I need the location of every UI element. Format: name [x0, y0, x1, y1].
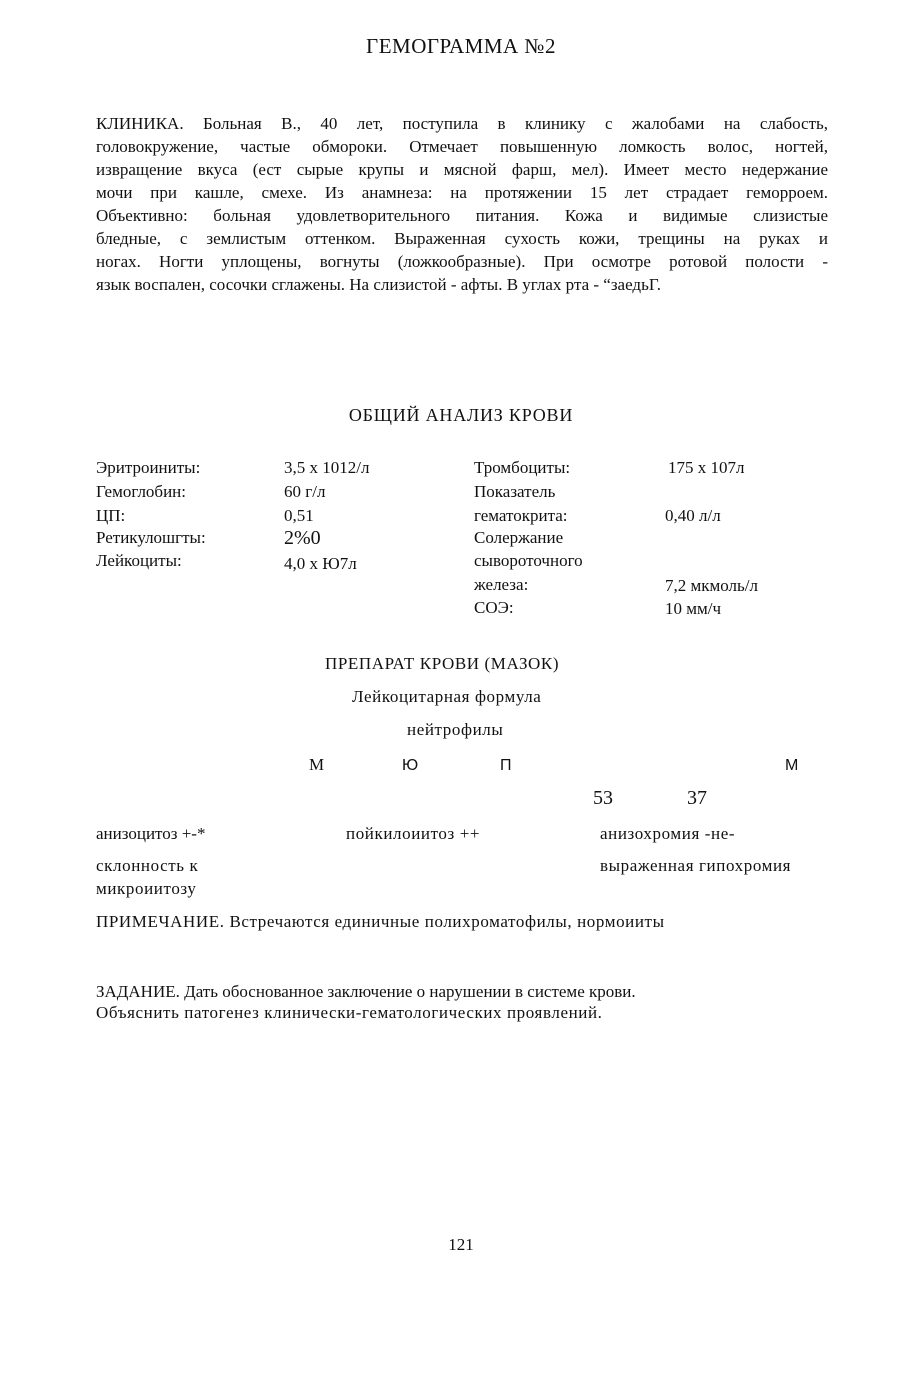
- clinic-line: извращение вкуса (ест сырые крупы и мясной фарш, мел). Имеет место недержание: [96, 160, 828, 179]
- hematocrit-label: Показатель: [474, 482, 556, 501]
- formula-value: 37: [687, 787, 707, 809]
- blood-test-heading: ОБЩИЙ АНАЛИЗ КРОВИ: [348, 405, 574, 425]
- serum-iron-label: сывороточного: [474, 551, 583, 570]
- serum-iron-label: железа:: [474, 575, 529, 594]
- page-title: ГЕМОГРАММА №2: [366, 34, 556, 58]
- leukocyte-formula-heading: Лейкоцитарная формула: [352, 687, 542, 706]
- serum-iron-value: 7,2 мкмоль/л: [665, 576, 758, 595]
- erythrocytes-value: 3,5 х 1012/л: [284, 458, 370, 477]
- microcytosis-text: склонность к: [96, 856, 199, 875]
- clinic-line: головокружение, частые обмороки. Отмечает повышенную ломкость волос, ногтей,: [96, 137, 828, 156]
- hypochromia-text: выраженная гипохромия: [600, 856, 792, 875]
- reticulocytes-value: 2%0: [284, 527, 321, 549]
- formula-col-juvenile: Ю: [402, 757, 419, 774]
- formula-value: 53: [593, 787, 613, 809]
- clinic-line: бледные, с землистым оттенком. Выраженная сухость кожи, трещины на руках и: [96, 229, 828, 248]
- esr-label: СОЭ:: [474, 598, 514, 617]
- formula-col-monocytes: М: [785, 757, 799, 774]
- clinic-line: язык воспален, сосочки сглажены. На слизистой - афты. В углах рта - “заедьГ.: [96, 275, 661, 294]
- anisochromia-text: анизохромия -не-: [600, 824, 736, 843]
- neutrophils-heading: нейтрофилы: [407, 720, 504, 739]
- platelets-label: Тромбоциты:: [474, 458, 571, 477]
- leukocytes-label: Лейкоциты:: [96, 551, 182, 570]
- hemoglobin-value: 60 г/л: [284, 482, 326, 501]
- smear-heading: ПРЕПАРАТ КРОВИ (МАЗОК): [325, 654, 560, 673]
- clinic-line: мочи при кашле, смехе. Из анамнеза: на протяжении 15 лет страдает геморроем.: [96, 183, 828, 202]
- task-text: ЗАДАНИЕ. Дать обоснованное заключение о нарушении в системе крови.: [96, 982, 636, 1001]
- serum-iron-label: Солержание: [474, 528, 564, 547]
- poikilocytosis-text: пойкилоиитоз ++: [346, 824, 481, 843]
- hematocrit-value: 0,40 л/л: [665, 506, 721, 525]
- clinic-line: КЛИНИКА. Больная В., 40 лет, поступила в клинику с жалобами на слабость,: [96, 114, 828, 133]
- cp-value: 0,51: [284, 506, 314, 525]
- microcytosis-text: микроиитозу: [96, 879, 197, 898]
- task-text: Объяснить патогенез клинически-гематологических проявлений.: [96, 1003, 603, 1022]
- leukocytes-value: 4,0 х Ю7л: [284, 554, 357, 573]
- note-text: ПРИМЕЧАНИЕ. Встречаются единичные полихроматофилы, нормоииты: [96, 912, 665, 931]
- esr-value: 10 мм/ч: [665, 599, 722, 618]
- cp-label: ЦП:: [96, 506, 126, 525]
- clinic-line: Объективно: больная удовлетворительного питания. Кожа и видимые слизистые: [96, 206, 828, 225]
- page-number: 121: [448, 1235, 474, 1254]
- hemoglobin-label: Гемоглобин:: [96, 482, 186, 501]
- anisocytosis-text: анизоцитоз +-*: [96, 824, 206, 843]
- clinic-line: ногах. Ногти уплощены, вогнуты (ложкообразные). При осмотре ротовой полости -: [96, 252, 828, 271]
- platelets-value: 175 х 107л: [668, 458, 745, 477]
- formula-col-metamyelocytes: М: [309, 755, 325, 774]
- erythrocytes-label: Эритроиниты:: [96, 458, 201, 477]
- formula-col-band: П: [500, 757, 512, 774]
- hematocrit-label: гематокрита:: [474, 506, 568, 525]
- reticulocytes-label: Ретикулошгты:: [96, 528, 206, 547]
- clinic-paragraph: [96, 112, 828, 296]
